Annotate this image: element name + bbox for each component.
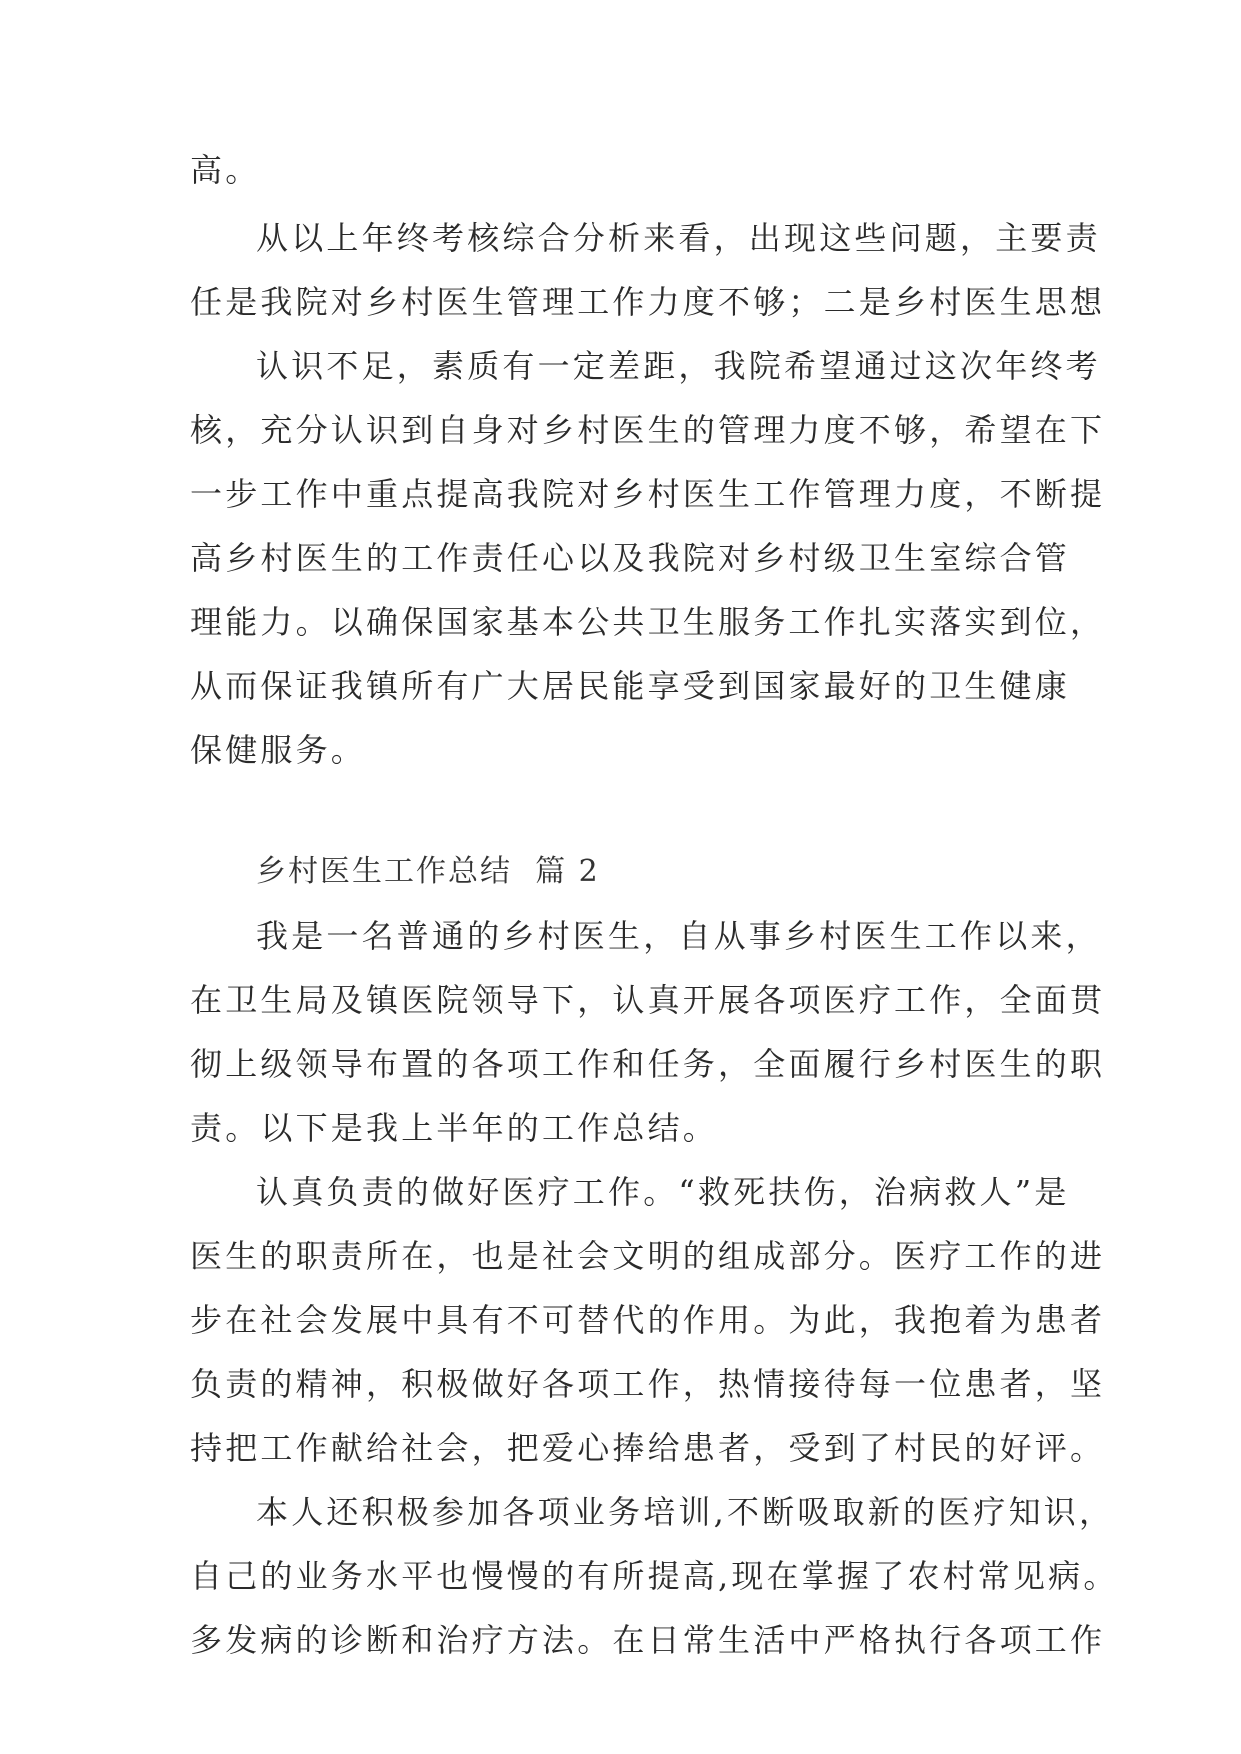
paragraph-start: 我是一名普通的乡村医生，自从事乡村医生工作以来，: [256, 917, 1101, 955]
text-line: 核，充分认识到自身对乡村医生的管理力度不够，希望在下: [190, 411, 1106, 449]
text-line: 任是我院对乡村医生管理工作力度不够；二是乡村医生思想: [190, 283, 1106, 321]
paragraph-start: 从以上年终考核综合分析来看，出现这些问题，主要责: [256, 219, 1101, 257]
paragraph-start: 本人还积极参加各项业务培训,不断吸取新的医疗知识，: [256, 1493, 1115, 1531]
text-line: 高。: [190, 151, 261, 189]
section-heading: 乡村医生工作总结 篇 2: [256, 854, 600, 889]
text-line: 高乡村医生的工作责任心以及我院对乡村级卫生室综合管: [190, 539, 1071, 577]
text-line: 医生的职责所在，也是社会文明的组成部分。医疗工作的进: [190, 1237, 1106, 1275]
text-line: 从而保证我镇所有广大居民能享受到国家最好的卫生健康: [190, 667, 1071, 705]
text-line: 步在社会发展中具有不可替代的作用。为此，我抱着为患者: [190, 1301, 1106, 1339]
paragraph-start: 认识不足，素质有一定差距，我院希望通过这次年终考: [256, 347, 1101, 385]
paragraph-start: 认真负责的做好医疗工作。“救死扶伤，治病救人”是: [256, 1173, 1070, 1211]
text-line: 自己的业务水平也慢慢的有所提高,现在掌握了农村常见病。: [190, 1557, 1119, 1595]
text-line: 多发病的诊断和治疗方法。在日常生活中严格执行各项工作: [190, 1621, 1106, 1659]
text-line: 持把工作献给社会，把爱心捧给患者，受到了村民的好评。: [190, 1429, 1106, 1467]
text-line: 在卫生局及镇医院领导下，认真开展各项医疗工作，全面贯: [190, 981, 1106, 1019]
text-line: 彻上级领导布置的各项工作和任务，全面履行乡村医生的职: [190, 1045, 1106, 1083]
text-line: 理能力。以确保国家基本公共卫生服务工作扎实落实到位，: [190, 603, 1106, 641]
text-line: 保健服务。: [190, 731, 367, 769]
text-line: 责。以下是我上半年的工作总结。: [190, 1109, 719, 1147]
text-line: 负责的精神，积极做好各项工作，热情接待每一位患者，坚: [190, 1365, 1106, 1403]
text-line: 一步工作中重点提高我院对乡村医生工作管理力度，不断提: [190, 475, 1106, 513]
